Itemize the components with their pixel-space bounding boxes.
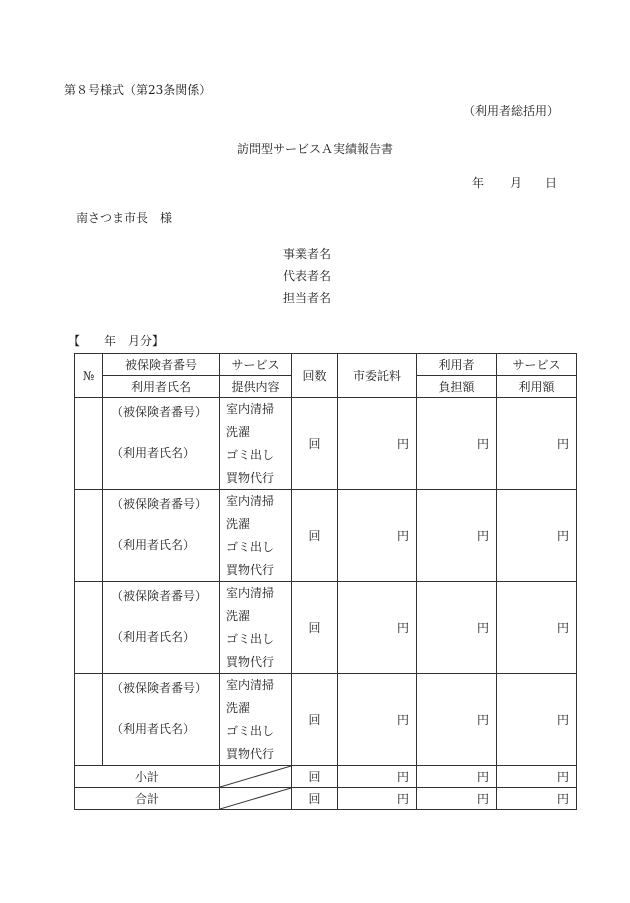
service-item: 買物代行	[226, 562, 275, 577]
subtotal-label: 小計	[75, 766, 220, 788]
total-row	[75, 788, 577, 810]
service-list-cell[interactable]	[220, 674, 292, 766]
row-no-cell[interactable]	[75, 582, 103, 674]
user-name-label: （利用者氏名）	[111, 446, 196, 460]
user-share-cell[interactable]: 円	[417, 582, 497, 674]
user-share-cell[interactable]: 円	[417, 674, 497, 766]
header-no: №	[75, 354, 103, 398]
row-no-cell[interactable]	[75, 674, 103, 766]
user-id-cell[interactable]	[103, 398, 220, 490]
insured-number-label: （被保険者番号）	[111, 497, 208, 511]
header-count: 回数	[292, 354, 338, 398]
total-user-share-cell[interactable]: 円	[417, 788, 497, 810]
service-total-cell[interactable]: 円	[497, 674, 577, 766]
total-label: 合計	[75, 788, 220, 810]
city-fee-cell[interactable]: 円	[338, 398, 417, 490]
service-item: 室内清掃	[226, 402, 275, 417]
form-number: 第８号様式（第23条関係）	[64, 83, 212, 97]
date-day-label: 日	[545, 176, 558, 190]
document-title: 訪問型サービスＡ実績報告書	[236, 142, 393, 156]
total-count-cell[interactable]: 回	[292, 788, 338, 810]
row-no-cell[interactable]	[75, 398, 103, 490]
service-item: ゴミ出し	[226, 723, 275, 738]
service-item: 洗濯	[226, 701, 251, 716]
row-no-cell[interactable]	[75, 490, 103, 582]
diagonal-line	[220, 788, 291, 809]
user-share-cell[interactable]: 円	[417, 398, 497, 490]
header-city-fee: 市委託料	[338, 354, 417, 398]
header-user-share-line2: 負担額	[417, 376, 497, 398]
count-cell[interactable]: 回	[292, 674, 338, 766]
date-year-label: 年	[472, 176, 485, 190]
person-in-charge-label: 担当者名	[283, 291, 332, 305]
count-cell[interactable]: 回	[292, 490, 338, 582]
city-fee-cell[interactable]: 円	[338, 582, 417, 674]
table-row	[75, 674, 577, 766]
total-city-fee-cell[interactable]: 円	[338, 788, 417, 810]
service-item: 洗濯	[226, 517, 251, 532]
insured-number-label: （被保険者番号）	[111, 681, 208, 695]
usage-note: （利用者総括用）	[462, 104, 559, 118]
subtotal-service-total-cell[interactable]: 円	[497, 766, 577, 788]
insured-number-label: （被保険者番号）	[111, 589, 208, 603]
total-service-total-cell[interactable]: 円	[497, 788, 577, 810]
subtotal-count-cell[interactable]: 回	[292, 766, 338, 788]
service-list-cell[interactable]	[220, 490, 292, 582]
header-service-total-line1: サービス	[497, 354, 577, 376]
user-id-cell[interactable]	[103, 582, 220, 674]
service-item: ゴミ出し	[226, 447, 275, 462]
user-name-label: （利用者氏名）	[111, 538, 196, 552]
service-total-cell[interactable]: 円	[497, 582, 577, 674]
addressee: 南さつま市長 様	[76, 211, 173, 225]
service-list-cell[interactable]	[220, 582, 292, 674]
service-total-cell[interactable]: 円	[497, 490, 577, 582]
user-id-cell[interactable]	[103, 490, 220, 582]
service-item: 買物代行	[226, 746, 275, 761]
service-list-cell[interactable]	[220, 398, 292, 490]
service-item: 室内清掃	[226, 494, 275, 509]
diagonal-line	[220, 766, 291, 787]
insured-number-label: （被保険者番号）	[111, 405, 208, 419]
subtotal-user-share-cell[interactable]: 円	[417, 766, 497, 788]
header-service-total-line2: 利用額	[497, 376, 577, 398]
city-fee-cell[interactable]: 円	[338, 674, 417, 766]
period-label: 【 年 月分】	[68, 334, 165, 348]
subtotal-row	[75, 766, 577, 788]
date-month-label: 月	[510, 176, 523, 190]
service-item: 室内清掃	[226, 678, 275, 693]
service-item: 室内清掃	[226, 586, 275, 601]
service-item: 買物代行	[226, 654, 275, 669]
header-service-line1: サービス	[220, 354, 292, 376]
diagonal-blank-cell	[220, 766, 292, 788]
user-id-cell[interactable]	[103, 674, 220, 766]
report-table	[74, 353, 577, 810]
header-user-share-line1: 利用者	[417, 354, 497, 376]
subtotal-city-fee-cell[interactable]: 円	[338, 766, 417, 788]
header-insured-number: 被保険者番号	[103, 354, 220, 376]
user-name-label: （利用者氏名）	[111, 722, 196, 736]
diagonal-blank-cell	[220, 788, 292, 810]
service-item: 洗濯	[226, 609, 251, 624]
table-row	[75, 490, 577, 582]
service-item: ゴミ出し	[226, 631, 275, 646]
count-cell[interactable]: 回	[292, 398, 338, 490]
business-name-label: 事業者名	[283, 247, 332, 261]
user-name-label: （利用者氏名）	[111, 630, 196, 644]
count-cell[interactable]: 回	[292, 582, 338, 674]
table-row	[75, 582, 577, 674]
city-fee-cell[interactable]: 円	[338, 490, 417, 582]
service-total-cell[interactable]: 円	[497, 398, 577, 490]
service-item: 洗濯	[226, 425, 251, 440]
service-item: ゴミ出し	[226, 539, 275, 554]
user-share-cell[interactable]: 円	[417, 490, 497, 582]
header-service-line2: 提供内容	[220, 376, 292, 398]
service-item: 買物代行	[226, 470, 275, 485]
header-user-name: 利用者氏名	[103, 376, 220, 398]
table-row	[75, 398, 577, 490]
representative-name-label: 代表者名	[283, 269, 332, 283]
